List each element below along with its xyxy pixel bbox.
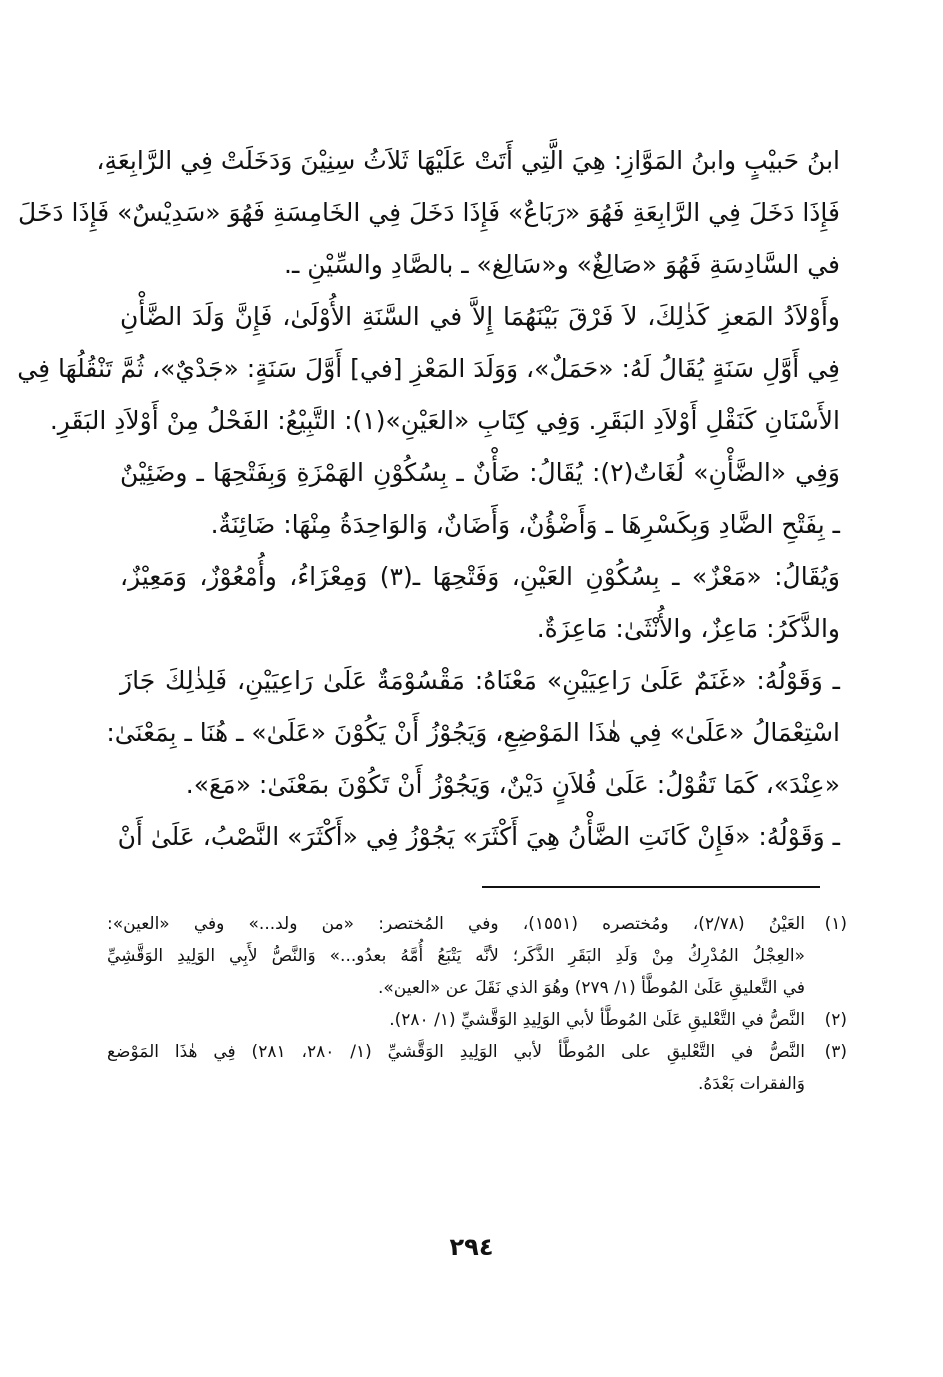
paragraph-3 (120, 447, 840, 551)
text-line: «عِنْدَ»، كَمَا تَقُوْلُ: عَلَىٰ فُلاَنٍ دَيْنٌ، وَيَجُوْزُ أَنْ تَكُوْنَ بمَعْنَىٰ: «مَعَ». (185, 770, 840, 799)
text-line: في السَّادِسَةِ فَهُوَ «صَالِغٌ» و«سَالِغ» ـ بالصَّادِ والسِّيْنِ ـ. (284, 250, 840, 279)
text-line: الأَسْنَانِ كَنَقْلِ أَوْلاَدِ البَقَرِ. وَفِي كِتَابِ «العَيْنِ»(١): التَّبِيْعُ: الفَحْلُ مِنْ أَوْلاَدِ البَقَرِ. (49, 406, 840, 435)
footnote-text: النَّصُّ في التَّعْليقِ عَلَىٰ المُوطَّأ لأبي الوَلِيدِ الوَقَّشيِّ (١/ ٢٨٠). (389, 1010, 805, 1030)
footnote-text: النَّصُّ في التَّعْليقِ على المُوطَّأ لأبي الوَلِيدِ الوَقَّشيِّ (١/ ٢٨٠، ٢٨١) فِي هٰذَا المَوْضع (107, 1042, 806, 1062)
footnote-text: العَيْنُ (٢/٧٨)، ومُختصره (١٥٥١)، وفي المُختصر: «من ولد...» وفي «العين»: (107, 914, 805, 934)
text-line: ـ وَقَوْلُهُ: «غَنَمٌ عَلَىٰ رَاعِيَيْنِ» مَعْنَاهُ: مَقْسُوْمَةٌ عَلَىٰ رَاعِيَيْنِ، فَلِذٰلِكَ جَازَ (120, 666, 840, 695)
footnote-text: «العِجْلُ المُدْرِكُ مِنْ وَلَدِ البَقَرِ الذَّكَر؛ لأنَّه يَتْبَعُ أُمَّهُ بعدُو...» وَالنَّصُّ لأَبِي الوَلِيدِ الوَقَّشِيِّ (107, 946, 805, 966)
footnote-2 (107, 1004, 847, 1036)
text-line: فِي أَوَّلِ سَنَةٍ يُقَالُ لَهُ: «حَمَلٌ»، وَوَلَدَ المَعْزِ [في] أَوَّلَ سَنَةٍ: «جَدْيٌ»، ثُمَّ تَنْقُلُهَا فِي (17, 354, 840, 383)
paragraph-6 (117, 811, 840, 863)
text-line: ابنُ حَبيْبٍ وابنُ المَوَّازِ: هِيَ الَّتِي أَتَتْ عَلَيْهَا ثَلاَثُ سِنِيْنَ وَدَخَلَتْ فِي الرَّابِعَةِ، (96, 146, 840, 175)
footnote-text: في التَّعليقِ عَلَىٰ المُوطَّأ (١/ ٢٧٩) وهُوَ الذي نَقَلَ عن «العين». (378, 978, 805, 998)
footnote-1 (107, 908, 847, 1004)
page-number: ٢٩٤ (449, 1233, 494, 1261)
text-line: ـ بِفَتْحِ الضَّادِ وَبِكَسْرِهَا ـ وَأَضْؤُنٌ، وَأَضَانٌ، وَالوَاحِدَةُ مِنْهَا: ضَائِنَةٌ. (210, 510, 840, 539)
footnote-3 (107, 1036, 847, 1100)
paragraph-5 (106, 655, 840, 811)
text-line: وأَوْلاَدُ المَعزِ كَذٰلِكَ، لاَ فَرْقَ بَيْنَهُمَا إِلاَّ في السَّنَةِ الأُوْلَىٰ، فَإِنَّ وَلَدَ الضَّأْنِ (120, 302, 840, 331)
paragraph-4 (120, 551, 840, 655)
text-line: ـ وَقَوْلُهُ: «فَإِنْ كَانَتِ الضَّأْنُ هِيَ أَكْثَرَ» يَجُوْزُ فِي «أَكْثَرَ» النَّصْبُ، عَلَىٰ أَنْ (117, 822, 840, 851)
footnote-number: (٢) (824, 1010, 847, 1030)
footnotes (107, 908, 847, 1100)
text-line: وَفِي «الضَّأْنِ» لُغَاتٌ(٢): يُقَالُ: ضَأْنٌ ـ بِسُكُوْنِ الهَمْزَةِ وَبِفَتْحِهَا ـ وضَئِيْنٌ (120, 458, 841, 487)
footnote-divider (482, 886, 820, 888)
paragraph-2 (17, 291, 840, 447)
footnote-number: (٣) (824, 1042, 848, 1062)
footnote-number: (١) (824, 914, 847, 934)
footnote-text: وَالفقرات بَعْدَهُ. (698, 1074, 805, 1094)
text-line: والذَّكَرُ: مَاعِزٌ، والأُنْثَىٰ: مَاعِزَةٌ. (536, 614, 840, 643)
text-line: وَيُقَالُ: «مَعْزٌ» ـ بِسُكُوْنِ العَيْنِ، وَفَتْحِهَا ـ(٣) وَمِعْزَاءُ، وأُمْعُوْزٌ، وَمَعِيْزٌ، (120, 562, 840, 591)
text-line: اسْتِعْمَالُ «عَلَىٰ» فِي هٰذَا المَوْضِعِ، وَيَجُوْزُ أَنْ يَكُوْنَ «عَلَىٰ» ـ هُنَا ـ بِمَعْنَىٰ: (106, 718, 840, 747)
main-text-body (17, 135, 841, 863)
text-line: فَإِذَا دَخَلَ فِي الرَّابِعَةِ فَهُوَ «رَبَاعٌ» فَإِذَا دَخَلَ فِي الخَامِسَةِ فَهُوَ «سَدِيْسٌ» فَإِذَا دَخَلَ (18, 198, 840, 227)
paragraph-1 (18, 135, 840, 291)
